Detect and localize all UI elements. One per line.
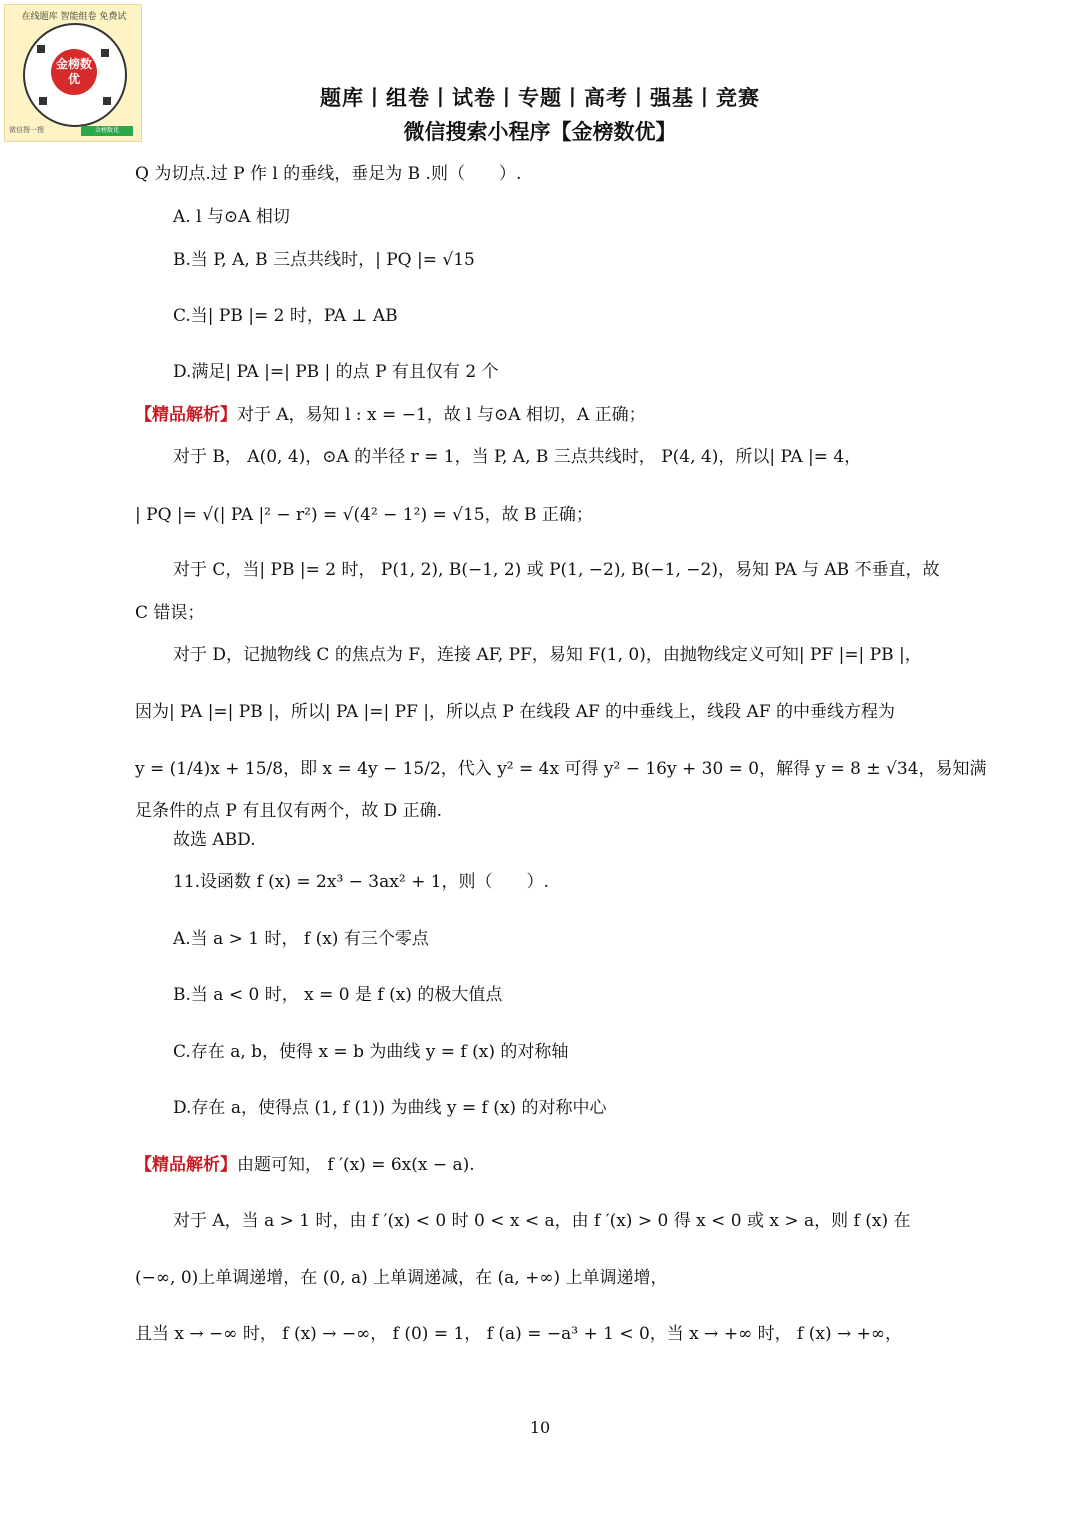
q10-analysis-d-4: 足条件的点 P 有且仅有两个，故 D 正确. xyxy=(135,801,443,821)
q11-option-b: B.当 a < 0 时， x = 0 是 f (x) 的极大值点 xyxy=(173,985,503,1005)
qr-badge: 金榜数优 xyxy=(51,49,97,95)
q11-option-c: C.存在 a, b，使得 x = b 为曲线 y = f (x) 的对称轴 xyxy=(173,1042,569,1062)
q10-analysis-d-3: y = (1/4)x + 15/8，即 x = 4y − 15/2，代入 y² = 4x 可得 y² − 16y + 30 = 0，解得 y = 8 ± √34，易知满 xyxy=(135,759,987,779)
qr-dot xyxy=(101,49,109,57)
q10-option-b: B.当 P, A, B 三点共线时，| PQ |= √15 xyxy=(173,250,475,270)
q11-option-a: A.当 a > 1 时， f (x) 有三个零点 xyxy=(173,929,429,949)
question-10-stem-tail: Q 为切点.过 P 作 l 的垂线，垂足为 B .则（ ）. xyxy=(135,164,522,184)
qr-footer-tag: 金榜数优 xyxy=(81,126,133,136)
q10-analysis-c-1: 对于 C，当| PB |= 2 时， P(1, 2), B(−1, 2) 或 P(1, −2), B(−1, −2)，易知 PA 与 AB 不垂直，故 xyxy=(173,560,940,580)
q10-option-a: A. l 与⊙A 相切 xyxy=(173,207,290,227)
q10-option-c: C.当| PB |= 2 时，PA ⊥ AB xyxy=(173,306,398,326)
qr-footer-left: 微信搜一搜 xyxy=(9,126,44,134)
q11-analysis-a-3: 且当 x → −∞ 时， f (x) → −∞， f (0) = 1， f (a) = −a³ + 1 < 0，当 x → +∞ 时， f (x) → +∞， xyxy=(135,1324,903,1344)
header-nav-line: 题库丨组卷丨试卷丨专题丨高考丨强基丨竞赛 xyxy=(320,85,760,110)
qr-arc-text: 在线题库 智能组卷 免费试 xyxy=(21,12,127,22)
analysis-text: 由题可知， f ′(x) = 6x(x − a). xyxy=(237,1155,475,1175)
q11-analysis-a-2: (−∞, 0)上单调递增，在 (0, a) 上单调递减，在 (a, +∞) 上单调递增， xyxy=(135,1268,668,1288)
question-11-stem: 11.设函数 f (x) = 2x³ − 3ax² + 1，则（ ）. xyxy=(173,872,549,892)
q10-analysis-d-1: 对于 D，记抛物线 C 的焦点为 F，连接 AF, PF，易知 F(1, 0)，由抛物线定义可知| PF |=| PB |， xyxy=(173,645,922,665)
q10-analysis-line-1 xyxy=(135,403,646,427)
q11-analysis-a-1: 对于 A，当 a > 1 时，由 f ′(x) < 0 时 0 < x < a，由 f ′(x) > 0 得 x < 0 或 x > a，则 f (x) 在 xyxy=(173,1211,911,1231)
page-number: 10 xyxy=(529,1418,551,1437)
q10-analysis-b-2: | PQ |= √(| PA |² − r²) = √(4² − 1²) = √15，故 B 正确； xyxy=(135,505,593,525)
q10-option-d: D.满足| PA |=| PB | 的点 P 有且仅有 2 个 xyxy=(173,362,499,382)
analysis-text: 对于 A，易知 l : x = −1，故 l 与⊙A 相切，A 正确； xyxy=(237,405,646,425)
q10-analysis-c-2: C 错误； xyxy=(135,603,205,623)
q11-option-d: D.存在 a，使得点 (1, f (1)) 为曲线 y = f (x) 的对称中心 xyxy=(173,1098,607,1118)
header-subtitle: 微信搜索小程序【金榜数优】 xyxy=(403,119,677,144)
q11-analysis-line-1 xyxy=(135,1153,475,1177)
q10-analysis-b-1: 对于 B， A(0, 4)，⊙A 的半径 r = 1，当 P, A, B 三点共线时， P(4, 4)，所以| PA |= 4， xyxy=(173,447,862,467)
analysis-label: 【精品解析】 xyxy=(135,1155,237,1175)
analysis-label: 【精品解析】 xyxy=(135,405,237,425)
q10-answer: 故选 ABD. xyxy=(173,830,256,850)
qr-dot xyxy=(37,45,45,53)
q10-analysis-d-2: 因为| PA |=| PB |，所以| PA |=| PF |，所以点 P 在线段 AF 的中垂线上，线段 AF 的中垂线方程为 xyxy=(135,702,896,722)
